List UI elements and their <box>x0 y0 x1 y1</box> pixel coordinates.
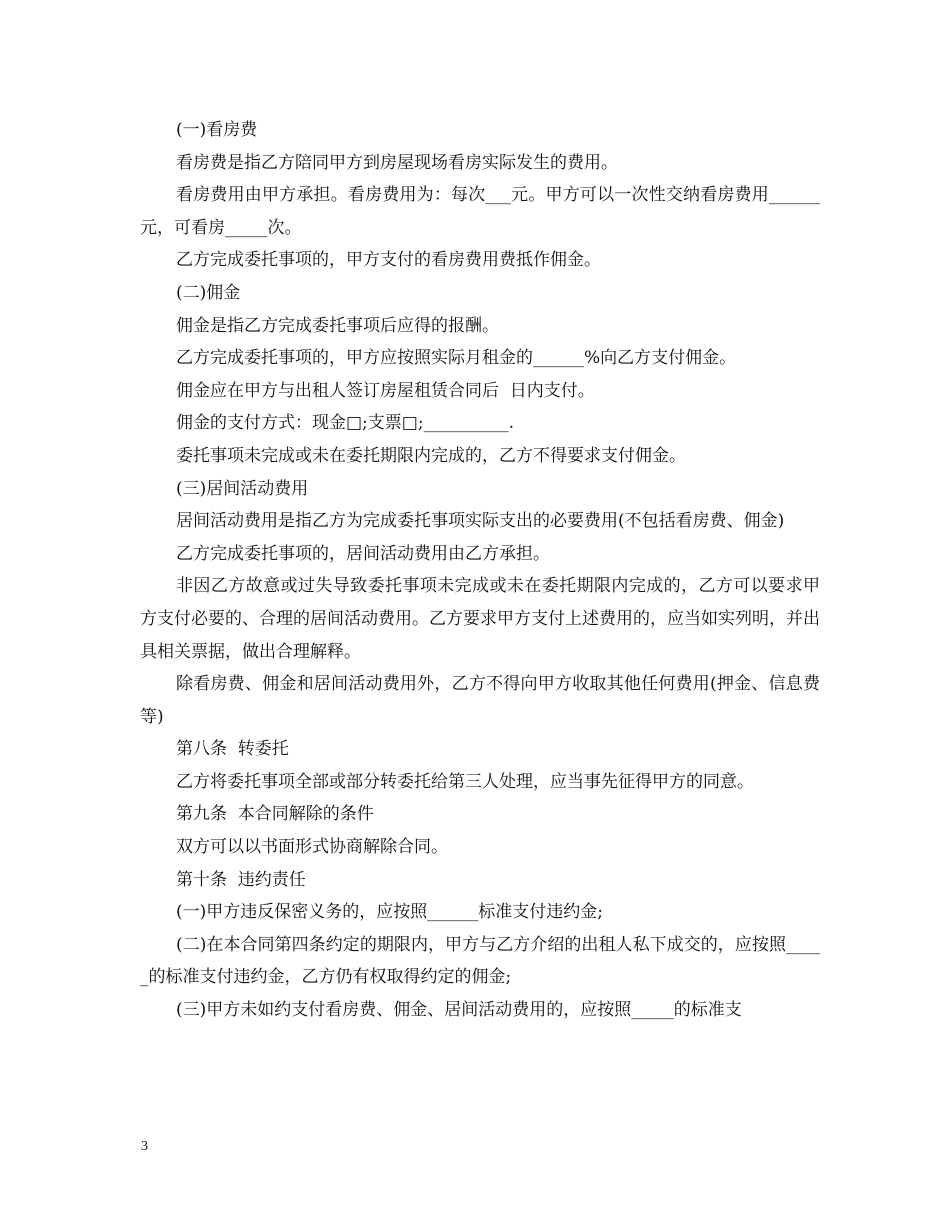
section-heading-viewing-fee: (一)看房费 <box>176 120 258 140</box>
paragraph: 佣金的支付方式：现金□;支票□;__________. <box>176 413 514 434</box>
document-body <box>140 114 820 1027</box>
paragraph: 乙方完成委托事项的，甲方应按照实际月租金的______%向乙方支付佣金。 <box>176 348 737 369</box>
paragraph: 委托事项未完成或未在委托期限内完成的，乙方不得要求支付佣金。 <box>176 445 686 466</box>
article-heading-10: 第十条 违约责任 <box>176 869 306 890</box>
section-heading-commission: (二)佣金 <box>176 282 241 303</box>
paragraph: (二)在本合同第四条约定的期限内，甲方与乙方介绍的出租人私下成交的，应按照_____的标准支付违约金，乙方仍有权取得约定的佣金; <box>140 934 820 988</box>
paragraph: 除看房费、佣金和居间活动费用外，乙方不得向甲方收取其他任何费用(押金、信息费等) <box>140 674 820 727</box>
article-heading-9: 第九条 本合同解除的条件 <box>176 804 374 825</box>
paragraph: 佣金是指乙方完成委托事项后应得的报酬。 <box>176 315 499 336</box>
section-heading-brokerage-expenses: (三)居间活动费用 <box>176 478 309 499</box>
paragraph: 佣金应在甲方与出租人签订房屋租赁合同后 日内支付。 <box>176 380 595 401</box>
article-heading-8: 第八条 转委托 <box>176 739 289 760</box>
paragraph: 居间活动费用是指乙方为完成委托事项实际支出的必要费用(不包括看房费、佣金) <box>176 511 785 532</box>
paragraph: (一)甲方违反保密义务的，应按照______标准支付违约金; <box>176 902 603 923</box>
paragraph: 乙方完成委托事项的，居间活动费用由乙方承担。 <box>176 543 550 564</box>
paragraph: 非因乙方故意或过失导致委托事项未完成或未在委托期限内完成的，乙方可以要求甲方支付必要的、合理的居间活动费用。乙方要求甲方支付上述费用的，应当如实列明，并出具相关票据，做出合理解释。 <box>140 576 820 662</box>
paragraph: 看房费是指乙方陪同甲方到房屋现场看房实际发生的费用。 <box>176 152 618 173</box>
paragraph: 乙方将委托事项全部或部分转委托给第三人处理，应当事先征得甲方的同意。 <box>176 771 754 792</box>
paragraph: (三)甲方未如约支付看房费、佣金、居间活动费用的，应按照_____的标准支 <box>176 1000 742 1021</box>
paragraph: 双方可以以书面形式协商解除合同。 <box>176 837 448 858</box>
paragraph: 看房费用由甲方承担。看房费用为：每次___元。甲方可以一次性交纳看房费用______元，可看房_____次。 <box>140 185 820 238</box>
page-number: 3 <box>141 1139 148 1154</box>
paragraph: 乙方完成委托事项的，甲方支付的看房费用费抵作佣金。 <box>176 250 601 271</box>
